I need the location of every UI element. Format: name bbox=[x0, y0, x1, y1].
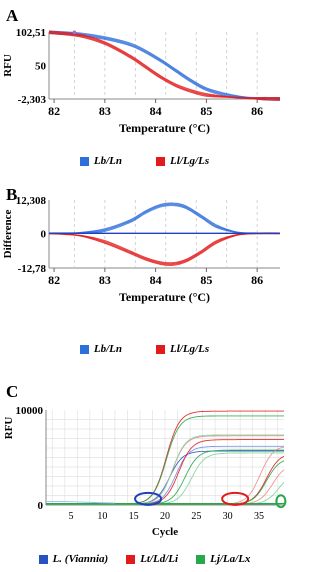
legend-a-swatch-2 bbox=[156, 157, 165, 166]
series-a-1-line-3 bbox=[49, 34, 280, 101]
chart-c bbox=[0, 375, 289, 550]
y-tick-label-a-0: 102,51 bbox=[15, 27, 46, 39]
y-tick-label-a-1: 50 bbox=[35, 60, 46, 73]
legend-a-label-2: Ll/Lg/Ls bbox=[170, 155, 210, 167]
baseline-c-blue bbox=[46, 501, 115, 503]
chart-a bbox=[0, 0, 289, 160]
series-b-1-line-1 bbox=[49, 233, 280, 264]
x-tick-label-b-3: 85 bbox=[200, 273, 213, 287]
legend-c-label-3: Lj/La/Lx bbox=[210, 553, 251, 565]
series-b-0-line-0 bbox=[49, 203, 280, 233]
y-tick-label-b-2: -12,78 bbox=[17, 263, 46, 275]
panel-b bbox=[0, 178, 289, 358]
x-tick-label-a-4: 86 bbox=[251, 104, 264, 118]
legend-a-label-1: Lb/Ln bbox=[93, 155, 122, 167]
x-tick-label-b-2: 84 bbox=[149, 273, 162, 287]
series-b-1-line-3 bbox=[49, 234, 280, 266]
x-axis-label-a: Temperature (°C) bbox=[118, 121, 211, 135]
x-tick-label-c-2: 15 bbox=[128, 511, 139, 522]
x-tick-label-c-1: 10 bbox=[97, 511, 108, 522]
legend-b-label-2: Ll/Lg/Ls bbox=[170, 343, 210, 355]
legend-b-swatch-2 bbox=[156, 345, 165, 354]
x-tick-label-c-5: 30 bbox=[222, 511, 233, 522]
legend-c-swatch-1 bbox=[39, 555, 48, 564]
legend-c-swatch-3 bbox=[196, 555, 205, 564]
x-tick-label-a-0: 82 bbox=[48, 104, 61, 118]
series-b-0-line-2 bbox=[49, 205, 280, 234]
y-tick-label-a-2: -2,303 bbox=[17, 94, 46, 106]
series-b-0-line-3 bbox=[49, 206, 280, 234]
series-a-0-line-1 bbox=[49, 32, 280, 99]
x-tick-label-c-4: 25 bbox=[191, 511, 202, 522]
chart-b bbox=[0, 178, 289, 338]
x-tick-label-b-0: 82 bbox=[48, 273, 61, 287]
legend-c-item-2 bbox=[126, 553, 178, 565]
legend-c-label-1: L. (Viannia) bbox=[52, 553, 109, 565]
panel-c bbox=[0, 375, 289, 572]
x-tick-label-a-2: 84 bbox=[149, 104, 162, 118]
y-tick-label-c-1: 0 bbox=[37, 500, 43, 512]
legend-c-item-1 bbox=[39, 553, 109, 565]
y-tick-label-b-0: 12,308 bbox=[15, 195, 46, 207]
panel-a-label: A bbox=[6, 6, 19, 25]
x-axis-label-c: Cycle bbox=[151, 526, 179, 538]
y-axis-label-a: RFU bbox=[2, 54, 14, 77]
legend-b-label-1: Lb/Ln bbox=[93, 343, 122, 355]
legend-c-label-2: Lt/Ld/Li bbox=[140, 553, 179, 565]
x-tick-label-a-1: 83 bbox=[98, 104, 111, 118]
marker-dot-a bbox=[73, 31, 77, 35]
panel-b-label: B bbox=[6, 185, 18, 204]
x-tick-label-b-4: 86 bbox=[251, 273, 264, 287]
legend-b-item-1 bbox=[80, 343, 122, 355]
series-b-1-line-0 bbox=[49, 233, 280, 263]
legend-b bbox=[0, 343, 289, 355]
legend-a-item-2 bbox=[156, 155, 209, 167]
series-b-1-line-2 bbox=[49, 233, 280, 264]
x-axis-label-b: Temperature (°C) bbox=[118, 290, 211, 304]
legend-a-swatch-1 bbox=[80, 157, 89, 166]
x-tick-label-a-3: 85 bbox=[200, 104, 213, 118]
legend-a-item-1 bbox=[80, 155, 122, 167]
y-axis-label-b: Difference bbox=[2, 209, 14, 259]
legend-b-swatch-1 bbox=[80, 345, 89, 354]
y-tick-label-b-1: 0 bbox=[40, 228, 46, 241]
legend-a bbox=[0, 155, 289, 167]
legend-c-item-3 bbox=[196, 553, 250, 565]
series-b-0-line-1 bbox=[49, 204, 280, 233]
y-tick-label-c-0: 10000 bbox=[15, 405, 43, 417]
x-tick-label-c-0: 5 bbox=[68, 511, 74, 522]
y-axis-label-c: RFU bbox=[3, 416, 15, 440]
legend-b-item-2 bbox=[156, 343, 209, 355]
x-tick-label-c-6: 35 bbox=[253, 511, 264, 522]
series-a-0-line-3 bbox=[49, 34, 280, 101]
panel-c-label: C bbox=[6, 382, 19, 401]
legend-c bbox=[0, 553, 289, 565]
legend-c-swatch-2 bbox=[126, 555, 135, 564]
x-tick-label-c-3: 20 bbox=[160, 511, 170, 522]
series-a-0-line-2 bbox=[49, 33, 280, 100]
series-a-1-line-2 bbox=[49, 33, 280, 100]
series-a-1-line-1 bbox=[49, 32, 280, 99]
x-tick-label-b-1: 83 bbox=[98, 273, 111, 287]
